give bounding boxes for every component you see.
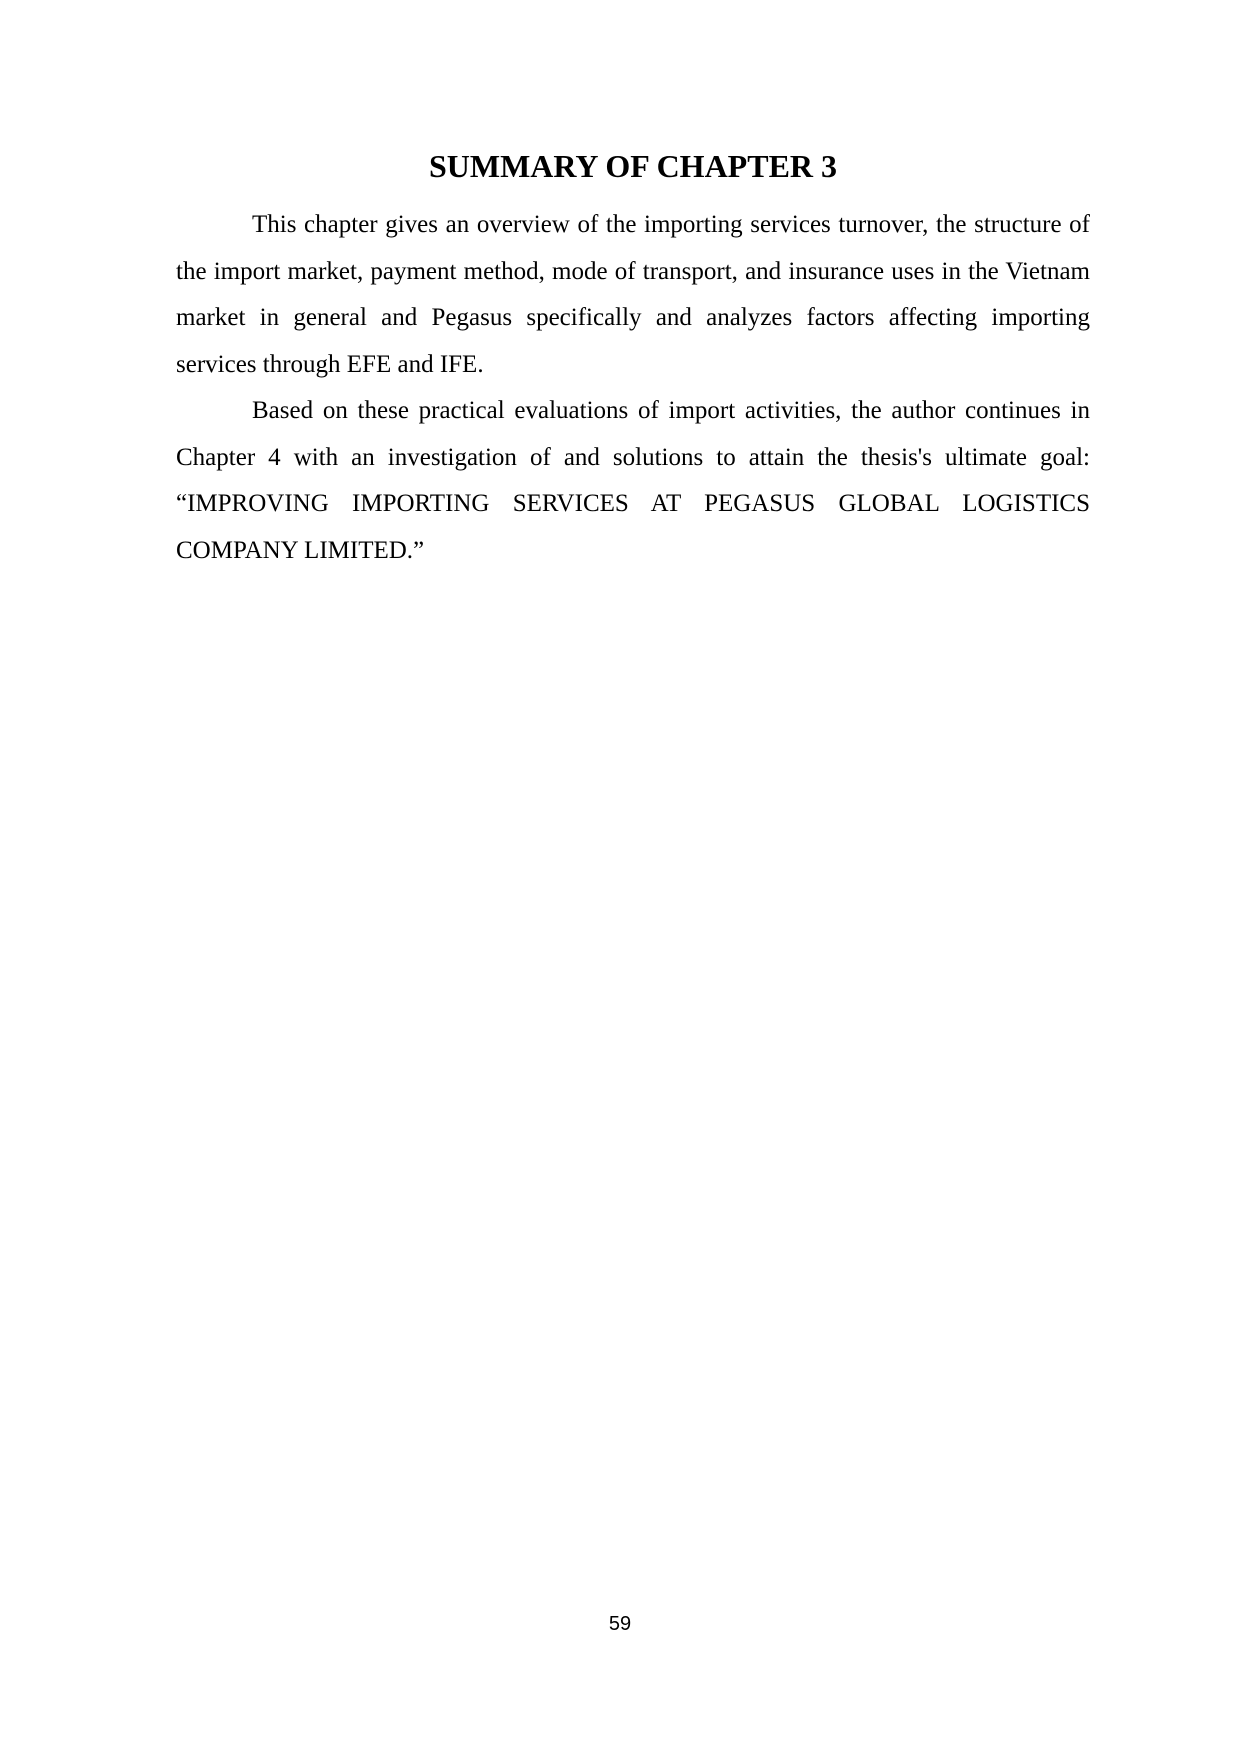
chapter-summary-heading: SUMMARY OF CHAPTER 3 [428,148,838,184]
summary-paragraph-1: This chapter gives an overview of the importing services turnover, the structure of the import market, payment method, mode of transport, and insurance uses in the Vietnam market in general and Pegasus specifically and analyzes factors affecting importing services through EFE and IFE. [176,211,1090,378]
page-number: 59 [608,1613,632,1635]
summary-paragraph-2: Based on these practical evaluations of import activities, the author continues in Chapter 4 with an investigation of and solutions to attain the thesis's ultimate goal: “IMPROVING IMPORTING SERVICES AT PEGASUS GLOBAL LOGISTICS COMPANY LIMITED.” [176,397,1090,564]
summary-body [176,202,1090,574]
